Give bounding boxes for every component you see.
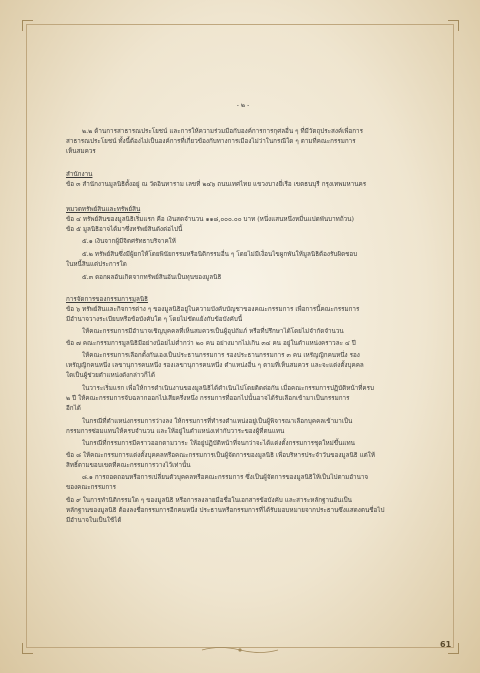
- paragraph-line: สาธารณประโยชน์ ทั้งนี้ต้องไม่เป็นองค์การที่เกี่ยวข้องกับทางการเมืองไม่ว่าในกรณีใด ๆ ตามที่คณะกรรมการ: [66, 138, 356, 145]
- paragraph-line: ในวาระเริ่มแรก เพื่อให้การดำเนินงานของมูลนิธิได้ดำเนินไปโดยติดต่อกัน เมื่อคณะกรรมการปฏิบัติหน้าที่ครบ: [82, 385, 374, 392]
- paragraph-line: ในหนี้สินแต่ประการใด: [66, 261, 127, 268]
- paragraph-line: ข้อ ๖ ทรัพย์สินและกิจการต่าง ๆ ของมูลนิธิอยู่ในความบังคับบัญชาของคณะกรรมการ เพื่อการนี้คณะกรรมการ: [66, 306, 360, 313]
- paragraph-line: ให้คณะกรรมการมีอำนาจเชิญบุคคลที่เห็นสมควรเป็นผู้อุปถัมภ์ หรือที่ปรึกษาได้โดยไม่จำกัดจำนวน: [82, 328, 344, 335]
- paragraph-line: กรรมการซ่อมแทนให้ครบจำนวน และให้อยู่ในตำแหน่งเท่ากับวาระของผู้ที่ตนแทน: [66, 428, 285, 435]
- paragraph-line: เห็นสมควร: [66, 148, 96, 155]
- paragraph-line: หลักฐานของมูลนิธิ ต้องลงชื่อกรรมการอีกคนหนึ่ง ประธานหรือกรรมการที่ได้รับมอบหมายจากประธานซึ่งแสดงตนชื่อไป: [66, 507, 385, 514]
- corner-ornament-bl: [22, 643, 33, 654]
- section-heading: การจัดการของกรรมการมูลนิธิ: [66, 296, 149, 303]
- paragraph-line: ๒ ปี ให้คณะกรรมการจับฉลากออกไปเสียครึ่งหนึ่ง กรรมการที่ออกไปนั้นอาจได้รับเลือกเข้ามาเป็นกรรมการ: [66, 395, 350, 402]
- paragraph-line: ข้อ ๓ สำนักงานมูลนิธิตั้งอยู่ ณ วัดอินทาราม เลขที่ ๒๔๖ ถนนเทศไทย แขวงบางยี่เรือ เขตธนบุรี กรุงเทพมหานคร: [66, 181, 367, 188]
- corner-ornament-tr: [448, 20, 459, 31]
- page-number: 61: [440, 640, 452, 649]
- paragraph-line: อีกได้: [66, 405, 81, 412]
- paragraph-line: ข้อ ๕ มูลนิธิอาจได้มาซึ่งทรัพย์สินดังต่อไปนี้: [66, 226, 183, 233]
- corner-ornament-tl: [22, 20, 33, 31]
- footer-ornament: [200, 645, 280, 655]
- paragraph-line: ๒.๒ ด้านการสาธารณประโยชน์ และการให้ความร่วมมือกับองค์การการกุศลอื่น ๆ ที่มีวัตถุประสงค์เพื่อการ: [82, 128, 363, 135]
- paragraph-line: ในกรณีที่กรรมการมีคราวออกตามวาระ ให้อยู่ปฏิบัติหน้าที่จนกว่าจะได้แต่งตั้งกรรมการชุดใหม่ขึ้นแทน: [82, 440, 355, 447]
- section-heading: หมวดทรัพย์สินและทรัพย์สิน: [66, 206, 141, 213]
- paragraph-line: ของคณะกรรมการ: [66, 484, 117, 491]
- paragraph-line: ข้อ ๙ ในการทำนิติกรรมใด ๆ ของมูลนิธิ หรือการลงลายมือชื่อในเอกสารข้อบังคับ และสาระหลักฐานอันเป็น: [66, 497, 352, 504]
- paragraph-line: มีอำนาจในเป็นใช้ได้: [66, 517, 122, 524]
- page-marker: - ๒ -: [236, 102, 250, 109]
- section-heading: สำนักงาน: [66, 171, 93, 178]
- paragraph-line: ในกรณีที่ตำแหน่งกรรมการว่างลง ให้กรรมการที่ทำรงตำแหน่งอยู่เป็นผู้พิจารณาเลือกบุคคลเข้ามาเป็น: [82, 418, 353, 425]
- paragraph-line: ๘.๑ การถอดถอนหรือการเปลี่ยนตัวบุคคลหรือคณะกรรมการ ซึ่งเป็นผู้จัดการของมูลนิธิให้เป็นไปตามอำนาจ: [82, 474, 369, 481]
- paragraph-line: เหรัญญิกคนหนึ่ง เลขานุการคนหนึ่ง รองเลขานุการคนหนึ่ง ตำแหน่งอื่น ๆ ตามที่เห็นสมควร และจะแต่งตั้งบุคคล: [66, 362, 364, 369]
- paragraph-line: ใดเป็นผู้ช่วยตำแหน่งดังกล่าวก็ได้: [66, 372, 155, 379]
- paragraph-line: ข้อ ๗ คณะกรรมการมูลนิธิมีอย่างน้อยไม่ต่ำกว่า ๒๐ คน อย่างมากไม่เกิน ๓๔ คน อยู่ในตำแหน่งคราวละ ๔ ปี: [66, 340, 356, 347]
- paragraph-line: ๕.๓ ดอกผลอันเกิดจากทรัพย์สินอันเป็นทุนของมูลนิธิ: [82, 274, 222, 281]
- paragraph-line: ให้คณะกรรมการเลือกตั้งกันเองเป็นประธานกรรมการ รองประธานกรรมการ ๓ คน เหรัญญิกคนหนึ่ง รอง: [82, 352, 360, 359]
- paragraph-line: ข้อ ๘ ให้คณะกรรมการแต่งตั้งบุคคลหรือคณะกรรมการเป็นผู้จัดการของมูลนิธิ เพื่อบริหารประจำวันของมูลนิธิ แต่ให้: [66, 452, 375, 459]
- paragraph-line: สิทธิ์ตามขอบเขตที่คณะกรรมการวางไว้เท่านั้น: [66, 462, 191, 469]
- paragraph-line: มีอำนาจวางระเบียบหรือข้อบังคับใด ๆ โดยไม่ขัดแย้งกับข้อบังคับนี้: [66, 316, 243, 323]
- paragraph-line: ๕.๒ ทรัพย์สินซึ่งมีผู้ยกให้โดยพินัยกรรมหรือนิติกรรมอื่น ๆ โดยไม่มีเงื่อนไขผูกพันให้มูลนิธิต้องรับผิดชอบ: [82, 251, 358, 258]
- paragraph-line: ๕.๑ เงินจากผู้มีจิตศรัทธาบริจาคให้: [82, 238, 176, 245]
- document-body: [66, 58, 420, 618]
- paragraph-line: ข้อ ๔ ทรัพย์สินของมูลนิธิเริ่มแรก คือ เงินสดจำนวน ๑๑๘,๐๐๐.๐๐ บาท (หนึ่งแสนหนึ่งหมื่นแปดพันบาทถ้วน): [66, 216, 354, 223]
